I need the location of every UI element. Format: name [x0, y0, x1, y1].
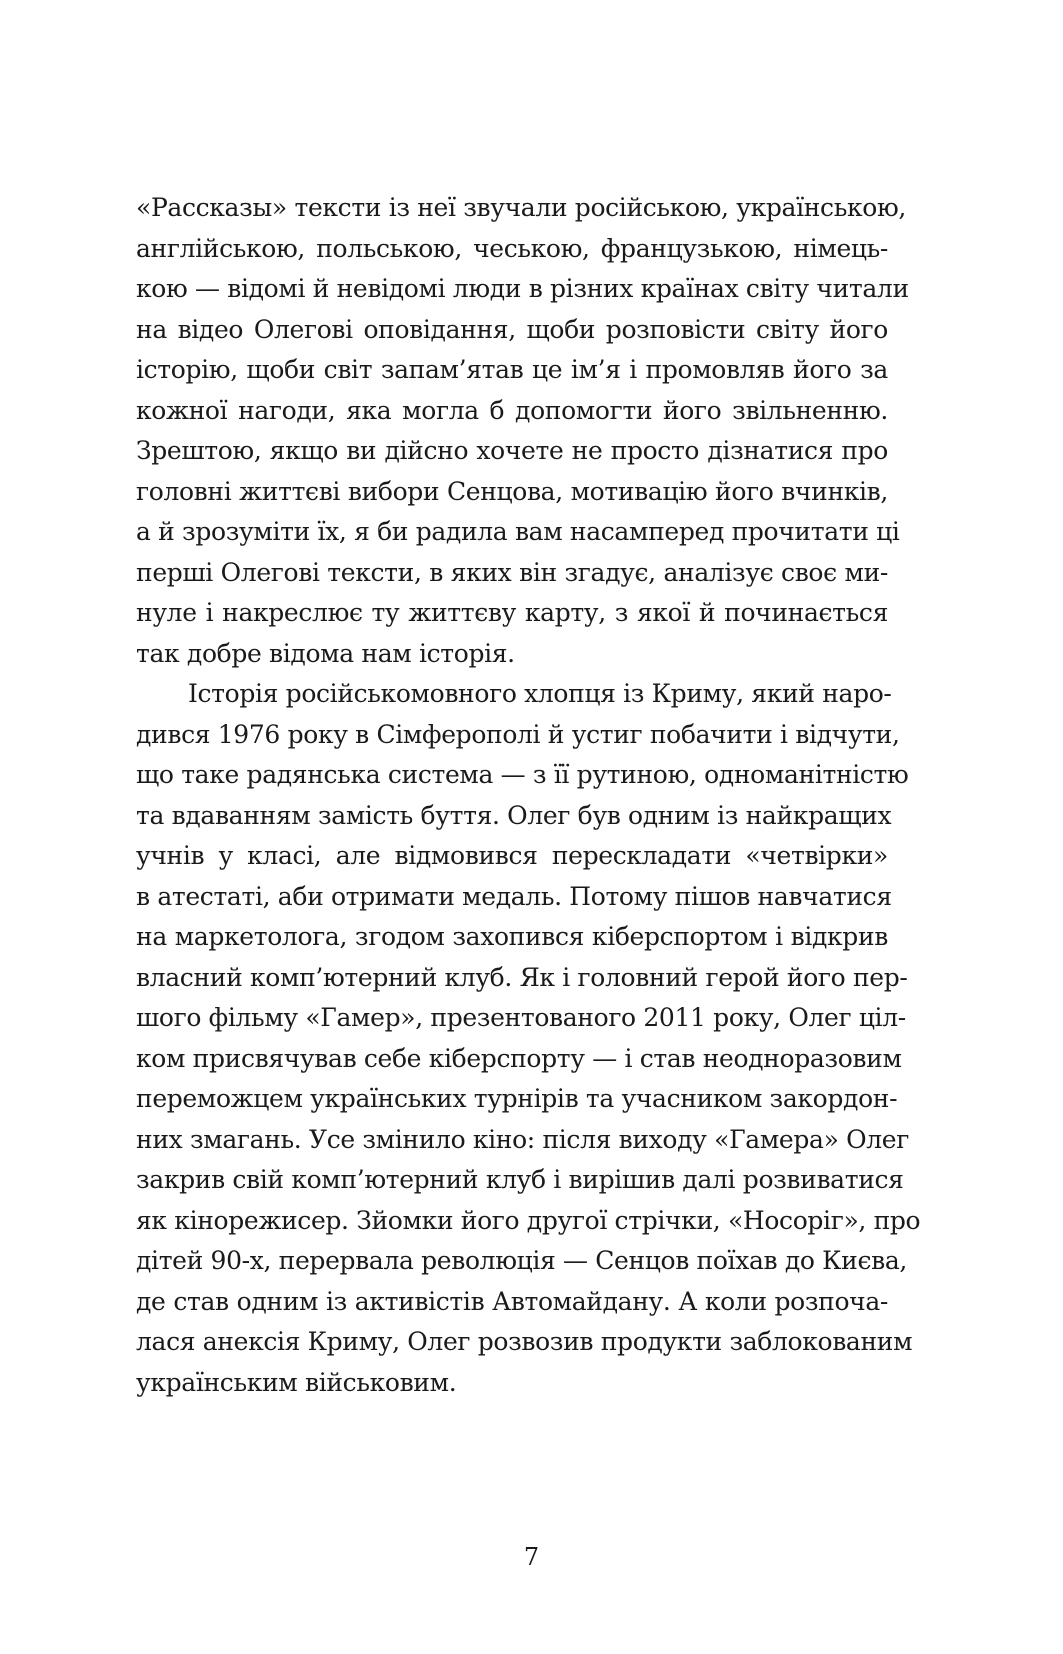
text-line: нуле і накреслює ту життєву карту, з якої й починається: [136, 598, 888, 627]
paragraph: [136, 188, 909, 674]
text-line: на маркетолога, згодом захопився кіберспортом і відкрив: [136, 922, 888, 951]
text-line: де став одним із активістів Автомайдану. А коли розпоча-: [136, 1286, 888, 1316]
text-line: українським військовим.: [136, 1367, 457, 1397]
text-line: що таке радянська система — з її рутиною, одноманітністю: [136, 760, 909, 789]
text-line: дився 1976 року в Сімферополі й устиг побачити і відчути,: [136, 719, 900, 749]
paragraph: [136, 674, 921, 1403]
text-line: ком присвячував себе кіберспорту — і став неодноразовим: [136, 1043, 902, 1073]
text-line: головні життєві вибори Сенцова, мотивацію його вчинків,: [136, 476, 888, 506]
text-line: Зрештою, якщо ви дійсно хочете не просто дізнатися про: [136, 436, 888, 465]
page-number: 7: [523, 1543, 540, 1571]
text-line: в атестаті, аби отримати медаль. Потому пішов навчатися: [136, 881, 892, 911]
text-line: «Рассказы» тексти із неї звучали російською, українською,: [136, 193, 906, 222]
text-line: як кінорежисер. Зйомки його другої стрічки, «Носоріг», про: [136, 1205, 921, 1235]
text-line: шого фільму «Гамер», презентованого 2011 року, Олег ціл-: [136, 1003, 906, 1032]
text-line: а й зрозуміти їх, я би радила вам насамперед прочитати ці: [136, 517, 900, 546]
text-line: переможцем українських турнірів та учасником закордон-: [136, 1084, 898, 1113]
text-line: перші Олегові тексти, в яких він згадує, аналізує своє ми-: [136, 557, 888, 587]
text-line: кою — відомі й невідомі люди в різних країнах світу читали: [136, 274, 909, 303]
text-line: на відео Олегові оповідання, щоби розповісти світу його: [136, 314, 888, 344]
text-line: них змагань. Усе змінило кіно: після виходу «Гамера» Олег: [136, 1124, 909, 1154]
text-line: Історія російськомовного хлопця із Криму, який наро-: [188, 679, 892, 708]
text-line: власний комп’ютерний клуб. Як і головний герой його пер-: [136, 962, 908, 992]
text-line: учнів у класі, але відмовився перескладати «четвірки»: [136, 841, 888, 870]
text-line: лася анексія Криму, Олег розвозив продукти заблокованим: [136, 1327, 913, 1356]
body-text: [136, 188, 921, 1403]
text-line: історію, щоби світ запам’ятав це ім’я і промовляв його за: [136, 355, 888, 384]
text-line: так добре відома нам історія.: [136, 638, 515, 668]
text-line: та вдаванням замість буття. Олег був одним із найкращих: [136, 800, 892, 830]
text-line: кожної нагоди, яка могла б допомогти його звільненню.: [136, 395, 888, 425]
text-line: англійською, польською, чеською, французькою, німець-: [136, 233, 888, 263]
text-line: закрив свій комп’ютерний клуб і вирішив далі розвиватися: [136, 1165, 904, 1194]
text-line: дітей 90-х, перервала революція — Сенцов поїхав до Києва,: [136, 1246, 908, 1275]
